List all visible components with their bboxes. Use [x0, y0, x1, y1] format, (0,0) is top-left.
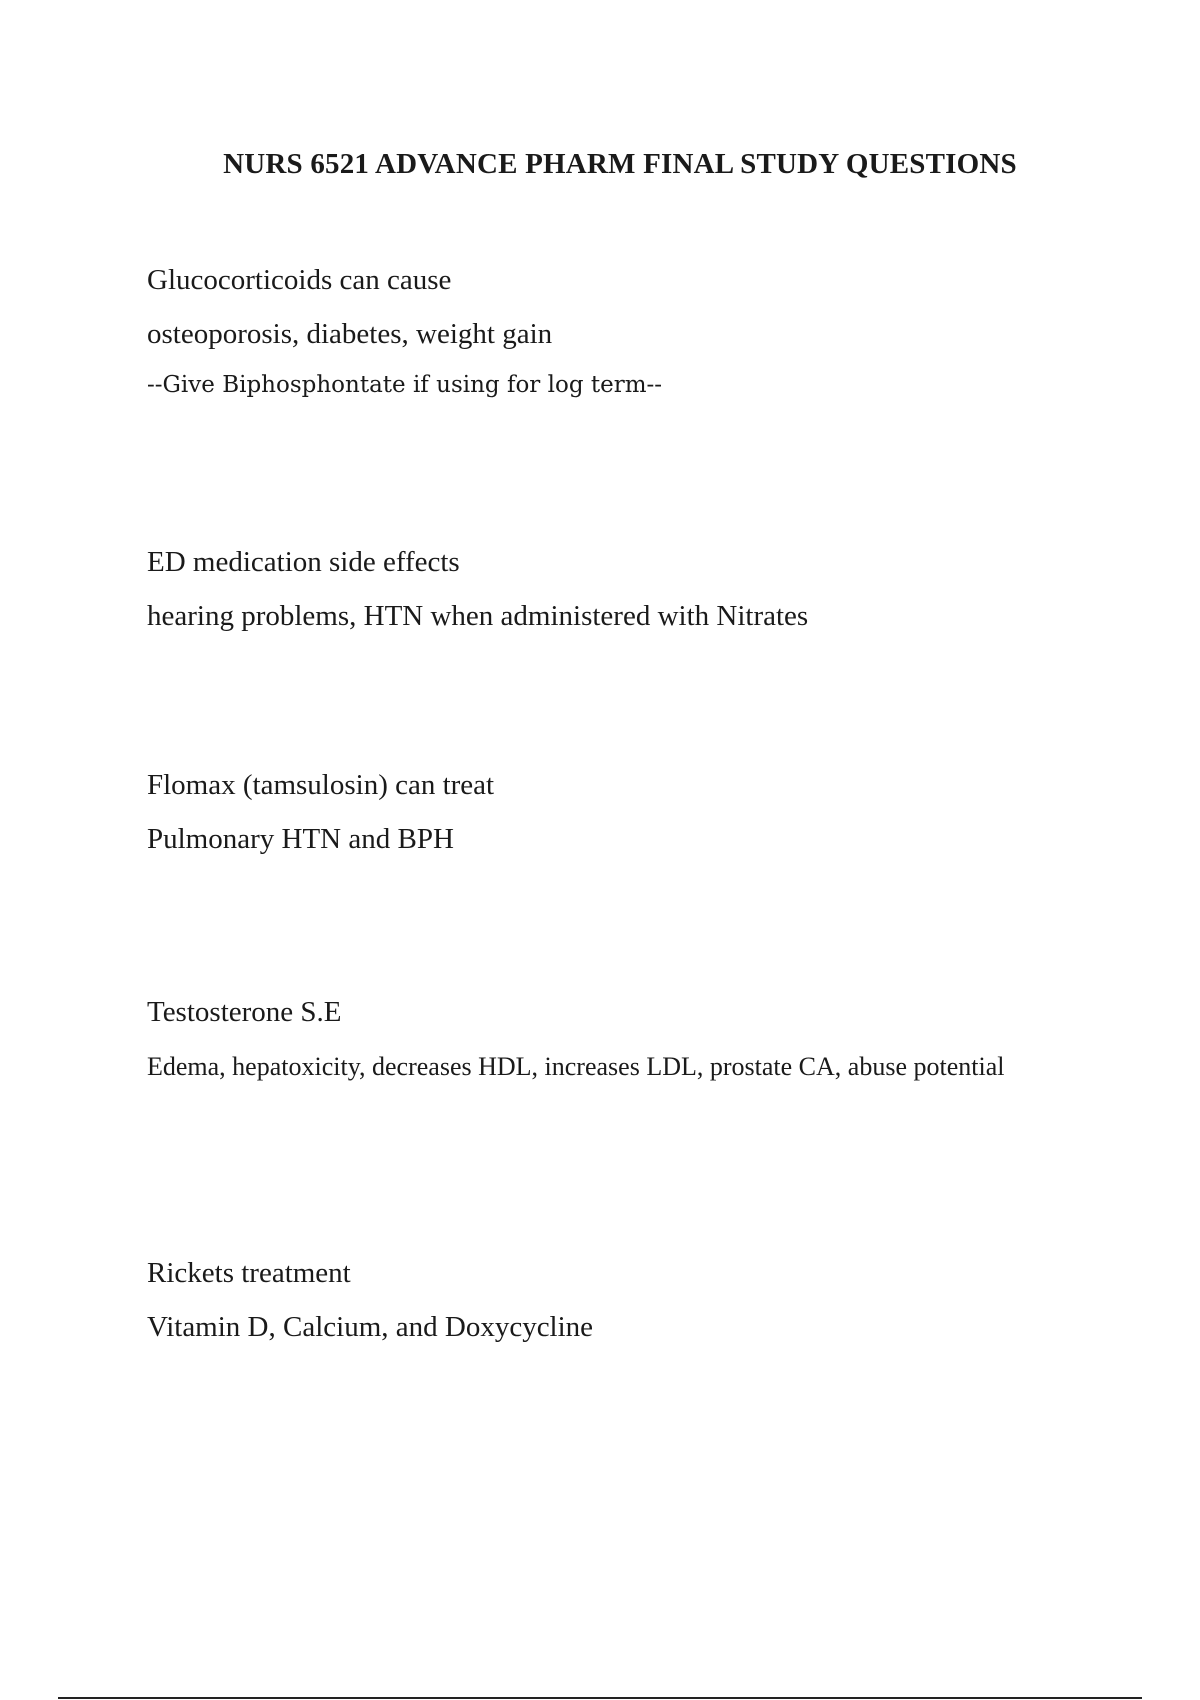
study-item-testosterone	[147, 994, 1097, 1086]
answer-text: Edema, hepatoxicity, decreases HDL, increases LDL, prostate CA, abuse potential	[147, 1052, 1005, 1081]
answer-text: osteoporosis, diabetes, weight gain	[147, 318, 553, 350]
answer-text: hearing problems, HTN when administered with Nitrates	[147, 600, 809, 632]
question-text: Flomax (tamsulosin) can treat	[147, 769, 495, 801]
document-title: NURS 6521 ADVANCE PHARM FINAL STUDY QUESTIONS	[223, 148, 1017, 180]
footer-divider	[58, 1697, 1142, 1699]
study-item-rickets	[147, 1255, 1097, 1345]
study-item-ed-medication	[147, 544, 1097, 634]
answer-note: --Give Biphosphontate if using for log term--	[147, 372, 663, 398]
question-text: Glucocorticoids can cause	[147, 264, 452, 296]
question-text: Rickets treatment	[147, 1257, 351, 1289]
question-text: ED medication side effects	[147, 546, 460, 578]
study-item-glucocorticoids	[147, 262, 1097, 400]
answer-text: Pulmonary HTN and BPH	[147, 823, 454, 855]
study-item-flomax	[147, 767, 1097, 857]
answer-text: Vitamin D, Calcium, and Doxycycline	[147, 1311, 594, 1343]
question-text: Testosterone S.E	[147, 996, 342, 1028]
